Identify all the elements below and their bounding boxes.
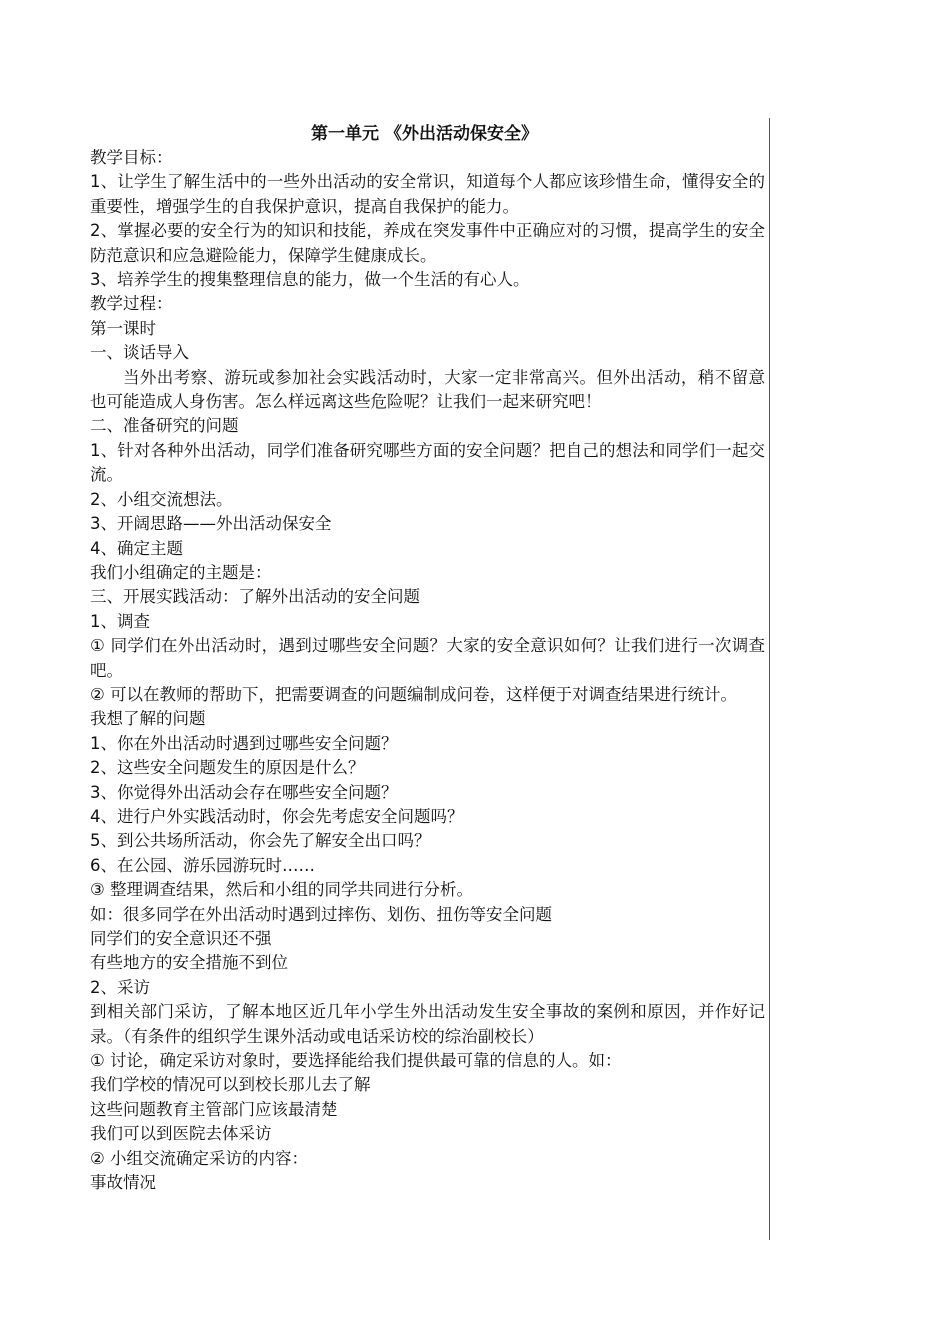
document-paragraph: 1、让学生了解生活中的一些外出活动的安全常识，知道每个人都应该珍惜生命，懂得安全的重要性，增强学生的自我保护意识，提高自我保护的能力。 — [90, 172, 765, 216]
document-paragraph: 3、培养学生的搜集整理信息的能力，做一个生活的有心人。 — [90, 270, 530, 290]
document-paragraph: 2、小组交流想法。 — [90, 489, 233, 509]
document-paragraph: 教学过程： — [90, 294, 173, 314]
document-paragraph: 第一课时 — [90, 318, 156, 338]
document-paragraph: 到相关部门采访，了解本地区近几年小学生外出活动发生安全事故的案例和原因，并作好记录。（有条件的组织学生课外活动或电话采访校的综治副校长） — [90, 1002, 765, 1046]
document-paragraph: 同学们的安全意识还不强 — [90, 929, 272, 948]
document-paragraph: 2、采访 — [90, 977, 150, 997]
document-paragraph: 三、开展实践活动：了解外出活动的安全问题 — [90, 587, 420, 607]
document-paragraph: 一、谈话导入 — [90, 343, 189, 363]
document-page — [90, 118, 770, 1240]
document-paragraph: 5、到公共场所活动，你会先了解安全出口吗？ — [90, 831, 431, 851]
document-paragraph: 1、针对各种外出活动，同学们准备研究哪些方面的安全问题？把自己的想法和同学们一起交流。 — [90, 440, 765, 485]
document-paragraph: ① 同学们在外出活动时，遇到过哪些安全问题？大家的安全意识如何？让我们进行一次调查吧。 — [90, 636, 765, 680]
document-paragraph: 我们学校的情况可以到校长那儿去了解 — [90, 1075, 371, 1095]
document-paragraph: 我们小组确定的主题是： — [90, 562, 272, 582]
document-paragraph: 3、你觉得外出活动会存在哪些安全问题？ — [90, 782, 398, 802]
document-body — [90, 146, 769, 1195]
document-paragraph: 如：很多同学在外出活动时遇到过摔伤、划伤、扭伤等安全问题 — [90, 904, 552, 924]
document-paragraph: 3、开阔思路——外出活动保安全 — [90, 514, 332, 534]
document-paragraph: 1、调查 — [90, 611, 150, 631]
document-paragraph: 教学目标： — [90, 148, 173, 167]
document-paragraph: 1、你在外出活动时遇到过哪些安全问题？ — [90, 733, 398, 753]
document-paragraph: 2、这些安全问题发生的原因是什么？ — [90, 758, 365, 778]
document-paragraph: 我想了解的问题 — [90, 709, 206, 729]
document-paragraph: ① 讨论，确定采访对象时，要选择能给我们提供最可靠的信息的人。如： — [90, 1051, 622, 1071]
document-paragraph: 我们可以到医院去体采访 — [90, 1124, 272, 1144]
document-title: 第一单元 《外出活动保安全》 — [311, 124, 538, 144]
document-paragraph: ② 可以在教师的帮助下，把需要调查的问题编制成问卷，这样便于对调查结果进行统计。 — [90, 684, 738, 704]
document-paragraph: 6、在公园、游乐园游玩时…… — [90, 855, 315, 875]
document-paragraph: 有些地方的安全措施不到位 — [90, 953, 288, 973]
document-paragraph: 4、进行户外实践活动时，你会先考虑安全问题吗？ — [90, 806, 464, 826]
document-paragraph: 2、掌握必要的安全行为的知识和技能，养成在突发事件中正确应对的习惯，提高学生的安全防范意识和应急避险能力，保障学生健康成长。 — [90, 221, 765, 265]
document-paragraph: 这些问题教育主管部门应该最清楚 — [90, 1099, 338, 1119]
document-paragraph: 事故情况 — [90, 1173, 156, 1193]
document-paragraph: ② 小组交流确定采访的内容： — [90, 1148, 309, 1168]
document-paragraph: 当外出考察、游玩或参加社会实践活动时，大家一定非常高兴。但外出活动，稍不留意也可能造成人身伤害。怎么样远离这些危险呢？让我们一起来研究吧！ — [90, 367, 765, 412]
document-paragraph: 二、准备研究的问题 — [90, 416, 239, 436]
document-paragraph: ③ 整理调查结果，然后和小组的同学共同进行分析。 — [90, 880, 474, 900]
document-paragraph: 4、确定主题 — [90, 538, 183, 558]
